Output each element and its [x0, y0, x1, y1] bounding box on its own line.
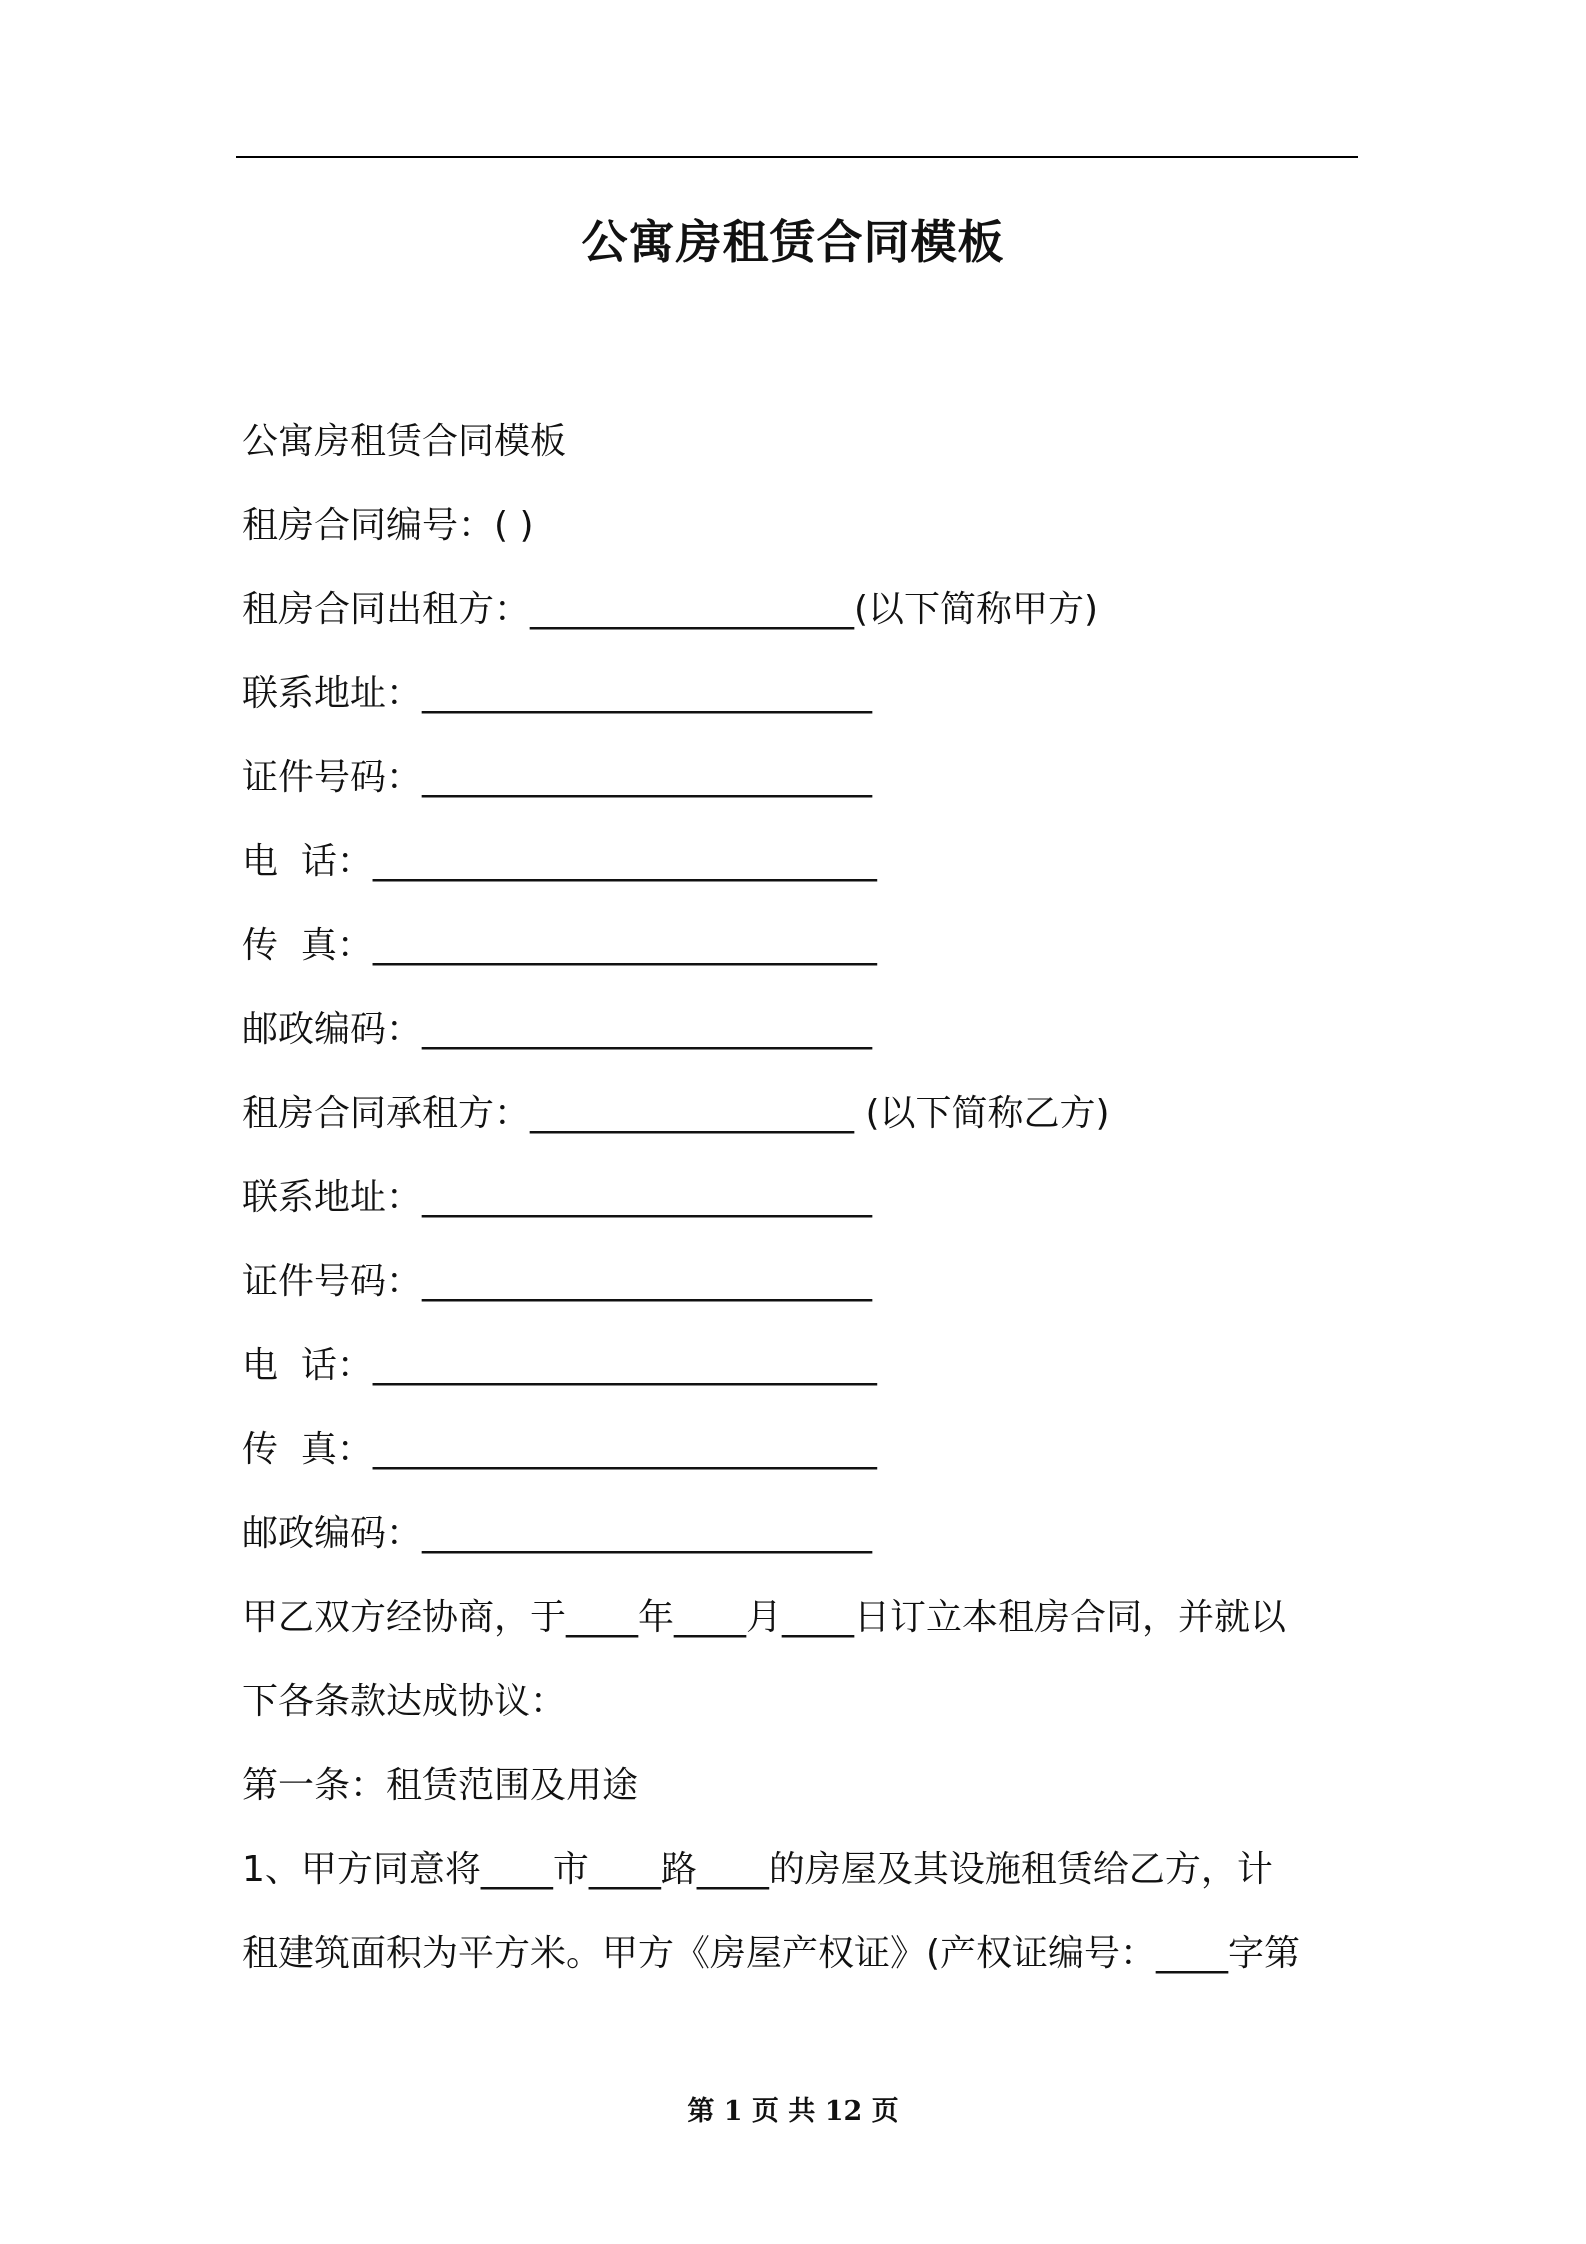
lessee-postcode-line: 邮政编码：_________________________: [242, 1513, 873, 1554]
lessee-id-line: 证件号码：_________________________: [242, 1261, 873, 1302]
lessor-fax-line: 传 真：____________________________: [242, 925, 877, 966]
page-footer: 第 1 页 共 12 页: [687, 2096, 899, 2127]
lessor-postcode-line: 邮政编码：_________________________: [242, 1009, 873, 1050]
body-line: 公寓房租赁合同模板: [242, 421, 567, 462]
document-title: 公寓房租赁合同模板: [581, 215, 1005, 269]
lessor-line: 租房合同出租方：__________________(以下简称甲方): [242, 589, 1099, 630]
contract-number-line: 租房合同编号：( ): [242, 505, 534, 546]
article-heading: 第一条：租赁范围及用途: [242, 1765, 639, 1806]
clause-paragraph-line: 租建筑面积为平方米。甲方《房屋产权证》(产权证编号：____字第: [242, 1933, 1301, 1974]
header-rule: [236, 156, 1358, 158]
agreement-paragraph-line: 下各条款达成协议：: [242, 1681, 567, 1722]
document-body: [242, 400, 1362, 1996]
lessor-phone-line: 电 话：____________________________: [242, 841, 877, 882]
lessee-address-line: 联系地址：_________________________: [242, 1177, 873, 1218]
lessor-address-line: 联系地址：_________________________: [242, 673, 873, 714]
lessee-fax-line: 传 真：____________________________: [242, 1429, 877, 1470]
agreement-paragraph-line: 甲乙双方经协商，于____年____月____日订立本租房合同，并就以: [242, 1597, 1287, 1638]
lessor-id-line: 证件号码：_________________________: [242, 757, 873, 798]
lessee-phone-line: 电 话：____________________________: [242, 1345, 877, 1386]
lessee-line: 租房合同承租方：__________________ (以下简称乙方): [242, 1093, 1110, 1134]
clause-paragraph-line: 1、甲方同意将____市____路____的房屋及其设施租赁给乙方，计: [242, 1849, 1273, 1890]
